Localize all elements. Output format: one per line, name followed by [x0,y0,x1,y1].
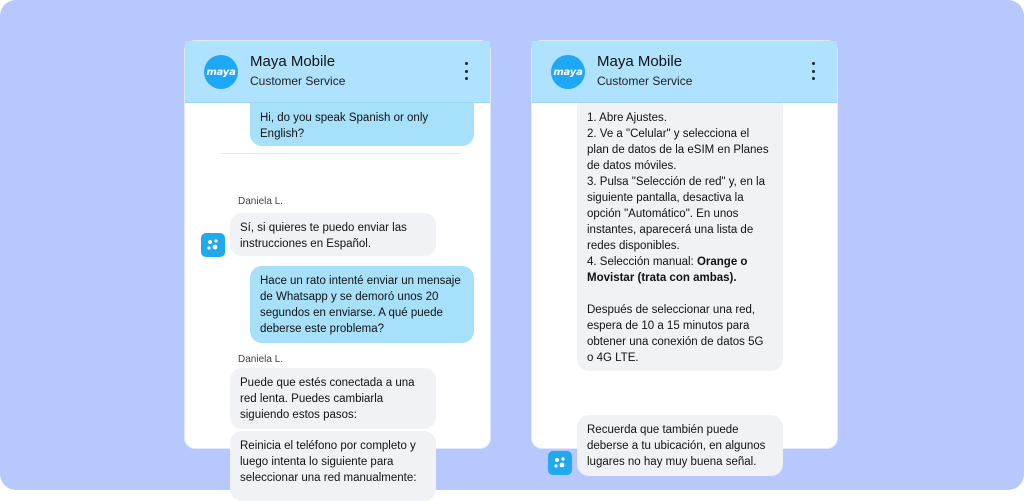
chat-panel-2 [532,41,837,468]
user-message: Hi, do you speak Spanish or only English? [250,103,474,146]
more-options-icon[interactable] [462,62,470,80]
steps-bold-text: Orange o Movistar (trata con ambas). [587,256,748,284]
agent-message [577,103,783,371]
sender-name: Daniela L. [238,354,284,365]
agent-message: Puede que estés conectada a una red lenta. Puedes cambiarla siguiendo estos pasos: [230,368,436,429]
header-title: Maya Mobile [597,53,683,70]
chat-messages [532,103,837,468]
divider [221,153,460,154]
sender-name: Daniela L. [238,196,284,207]
chat-panel-1 [185,41,490,484]
agent-message: Reinicia el teléfono por completo y luego intenta lo siguiente para seleccionar una red manualmente: [230,431,436,501]
agent-avatar-icon [548,451,572,475]
header-title: Maya Mobile [250,53,336,70]
more-options-icon[interactable] [809,62,817,80]
after-steps-text: Después de seleccionar una red, espera de 10 a 15 minutos para obtener una conexión de datos 5G o 4G LTE. [587,304,764,364]
chat-messages [185,103,490,484]
agent-message: Sí, si quieres te puedo enviar las instrucciones en Español. [230,213,436,256]
header-subtitle: Customer Service [597,74,693,88]
maya-logo: maya [204,55,238,89]
agent-avatar-icon [201,233,225,257]
maya-logo: maya [551,55,585,89]
chat-header [532,41,837,103]
chat-header [185,41,490,103]
user-message: Hace un rato intenté enviar un mensaje de Whatsapp y se demoró unos 20 segundos en enviarse. A qué puede deberse este problema? [250,266,474,343]
header-subtitle: Customer Service [250,74,346,88]
steps-text: 1. Abre Ajustes. 2. Ve a "Celular" y selecciona el plan de datos de la eSIM en Planes de datos móviles. 3. Pulsa "Selección de red" y, en la siguiente pantalla, desactiva la opción "Automático". En unos instantes, aparecerá una lista de redes disponibles. 4. Selección manual: [587,112,769,268]
agent-message: Recuerda que también puede deberse a tu ubicación, en algunos lugares no hay muy buena señal. [577,415,783,476]
